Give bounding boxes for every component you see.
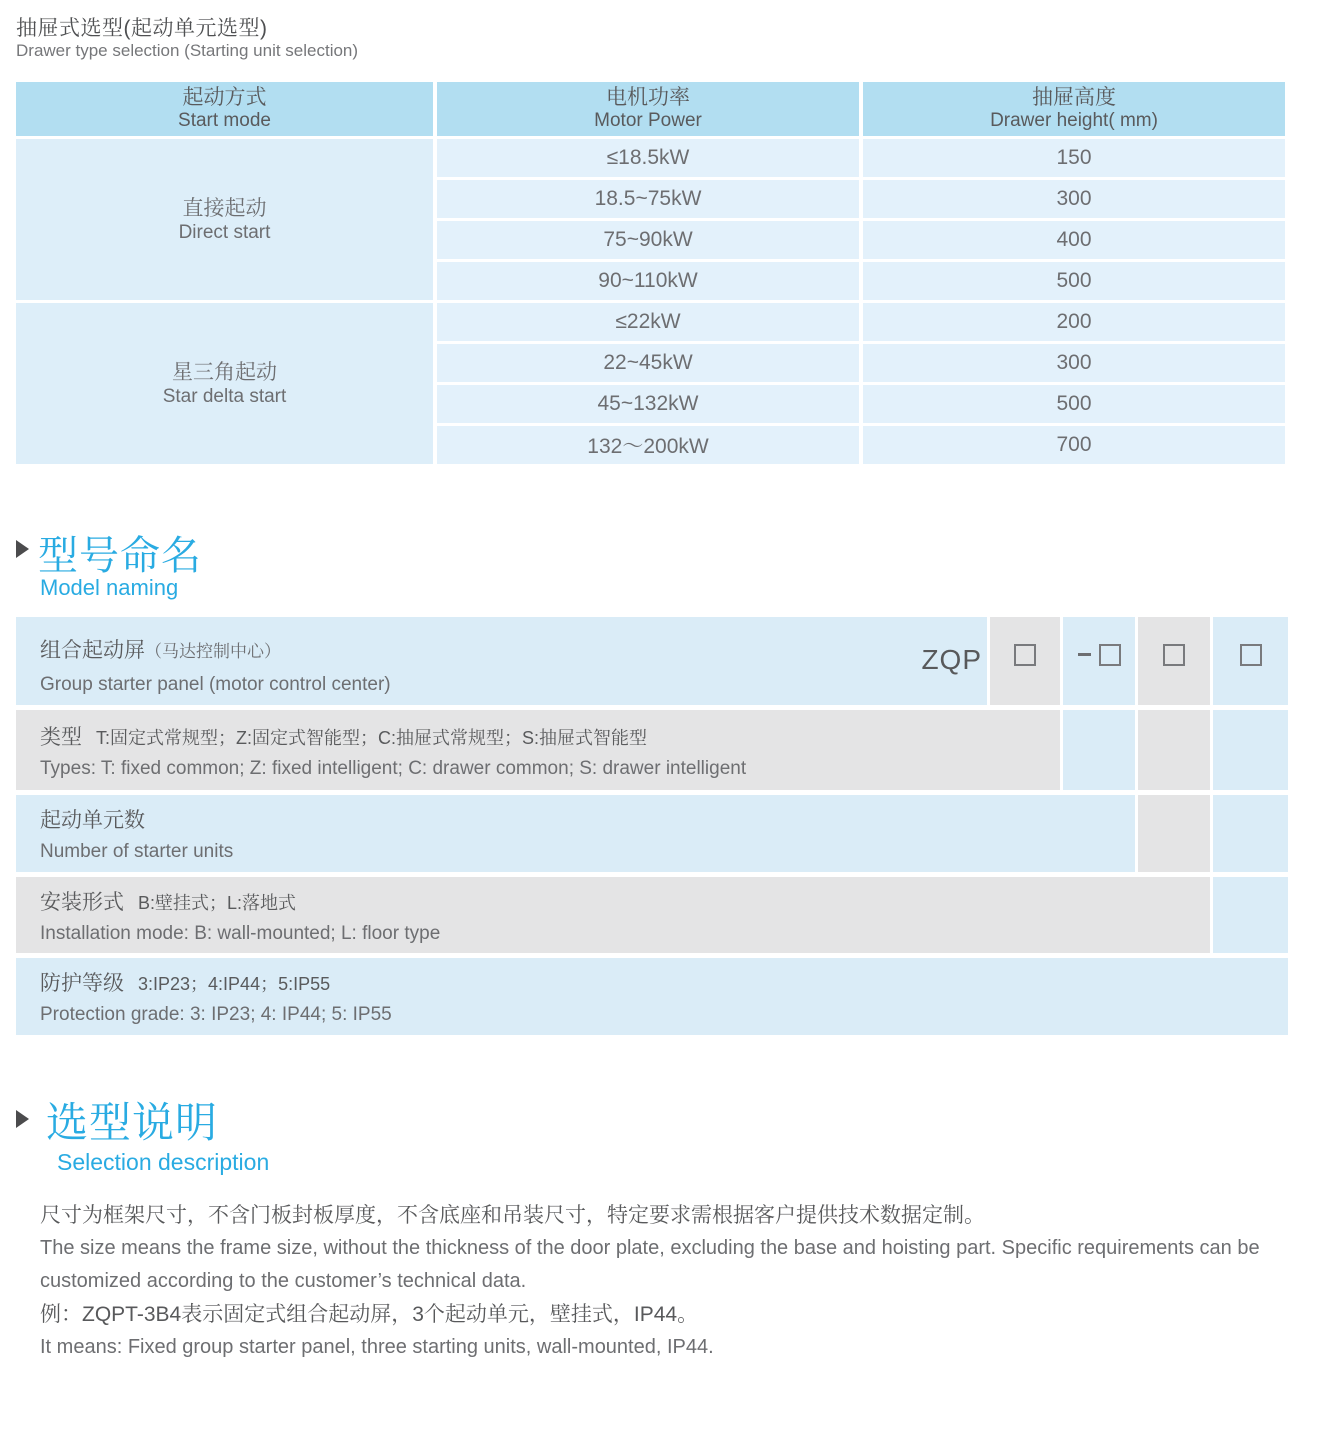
strip-segment [1213,877,1288,953]
height-cell: 200 [863,303,1285,341]
section-title-model-naming-en: Model naming [40,575,179,600]
mode-label-en: Star delta start [162,385,287,407]
strip-segment [1213,795,1288,872]
paragraph-line: 尺寸为框架尺寸，不含门板封板厚度，不含底座和吊装尺寸，特定要求需根据客户提供技术数据定制。 [40,1204,985,1227]
section-title-model-naming-cn: 型号命名 [38,534,202,578]
height-cell: 300 [863,180,1285,218]
selection-description-paragraph [40,1199,1290,1364]
header-label-cn: 电机功率 [606,86,690,109]
height-cell: 500 [863,385,1285,423]
diagram-label-en: Group starter panel (motor control center) [40,674,391,695]
height-cell: 400 [863,221,1285,259]
code-box-icon [1099,644,1121,666]
diagram-row-types [16,710,1288,790]
page-title-en: Drawer type selection (Starting unit selection) [16,41,359,60]
strip-segment [1138,710,1210,790]
height-cell: 700 [863,426,1285,464]
section-marker-icon [16,1110,29,1128]
code-strip-type [990,617,1060,705]
table-header-start-mode [16,82,433,136]
mode-label-cn: 星三角起动 [172,360,277,384]
diagram-row-installation-mode [16,877,1288,953]
section-title-selection-en: Selection description [57,1149,270,1175]
diagram-row-protection-grade [16,958,1288,1035]
header-label-cn: 抽屉高度 [1032,86,1116,109]
table-header-drawer-height [863,82,1285,136]
power-cell: 75~90kW [437,221,859,259]
drawer-selection-table [16,82,1285,464]
power-cell: 22~45kW [437,344,859,382]
page-title-cn: 抽屉式选型(起动单元选型) [16,17,268,40]
code-box-icon [1163,644,1185,666]
strip-segment [1213,710,1288,790]
paragraph-line: 例：ZQPT-3B4表示固定式组合起动屏，3个起动单元，壁挂式，IP44。 [40,1303,699,1326]
power-cell: ≤18.5kW [437,139,859,177]
model-code-prefix: ZQP [921,644,982,675]
dash-icon [1078,653,1091,656]
mode-cell-direct-start [16,139,433,300]
table-header-motor-power [437,82,859,136]
height-cell: 150 [863,139,1285,177]
height-cell: 500 [863,262,1285,300]
power-cell: 18.5~75kW [437,180,859,218]
power-cell: 132～200kW [437,426,859,464]
code-strip-units [1063,617,1135,705]
strip-segment [1138,795,1210,872]
power-cell: 90~110kW [437,262,859,300]
mode-label-cn: 直接起动 [182,196,267,220]
code-strip-protection [1213,617,1288,705]
diagram-label [16,617,987,705]
code-box-icon [1014,644,1036,666]
mode-cell-star-delta-start [16,303,433,464]
code-strip-installation [1138,617,1210,705]
header-label-cn: 起动方式 [182,86,267,109]
diagram-row-starter-units [16,795,1288,872]
strip-segment [1063,710,1135,790]
diagram-label: 类型 T:固定式常规型；Z:固定式智能型；C:抽屉式常规型；S:抽屉式智能型 Types: T: fixed common; Z: fixed intelligent; C: drawer common; S: drawer intelligent [16,710,1060,790]
diagram-label: 安装形式 B:壁挂式；L:落地式 Installation mode: B: wall-mounted; L: floor type [16,877,1210,953]
diagram-label-cn: 组合起动屏（马达控制中心） [40,639,281,662]
diagram-label: 防护等级 3:IP23；4:IP44；5:IP55 Protection grade: 3: IP23; 4: IP44; 5: IP55 [16,958,1288,1035]
header-label-en: Start mode [178,110,271,131]
section-title-selection-cn: 选型说明 [46,1099,219,1146]
mode-label-en: Direct start [178,221,271,243]
paragraph-line: It means: Fixed group starter panel, three starting units, wall-mounted, IP44. [40,1336,714,1358]
paragraph-line: customized according to the customer’s technical data. [40,1270,527,1292]
section-marker-icon [16,540,29,558]
power-cell: ≤22kW [437,303,859,341]
height-cell: 300 [863,344,1285,382]
header-label-en: Drawer height( mm) [990,110,1158,131]
diagram-label: 起动单元数 Number of starter units [16,795,1135,872]
code-box-icon [1240,644,1262,666]
header-label-en: Motor Power [594,110,702,131]
model-naming-diagram [16,617,1288,1035]
paragraph-line: The size means the frame size, without the thickness of the door plate, excluding the base and hoisting part. Specific requirements can be [40,1237,1260,1259]
power-cell: 45~132kW [437,385,859,423]
diagram-row-group-starter-panel [16,617,1288,705]
